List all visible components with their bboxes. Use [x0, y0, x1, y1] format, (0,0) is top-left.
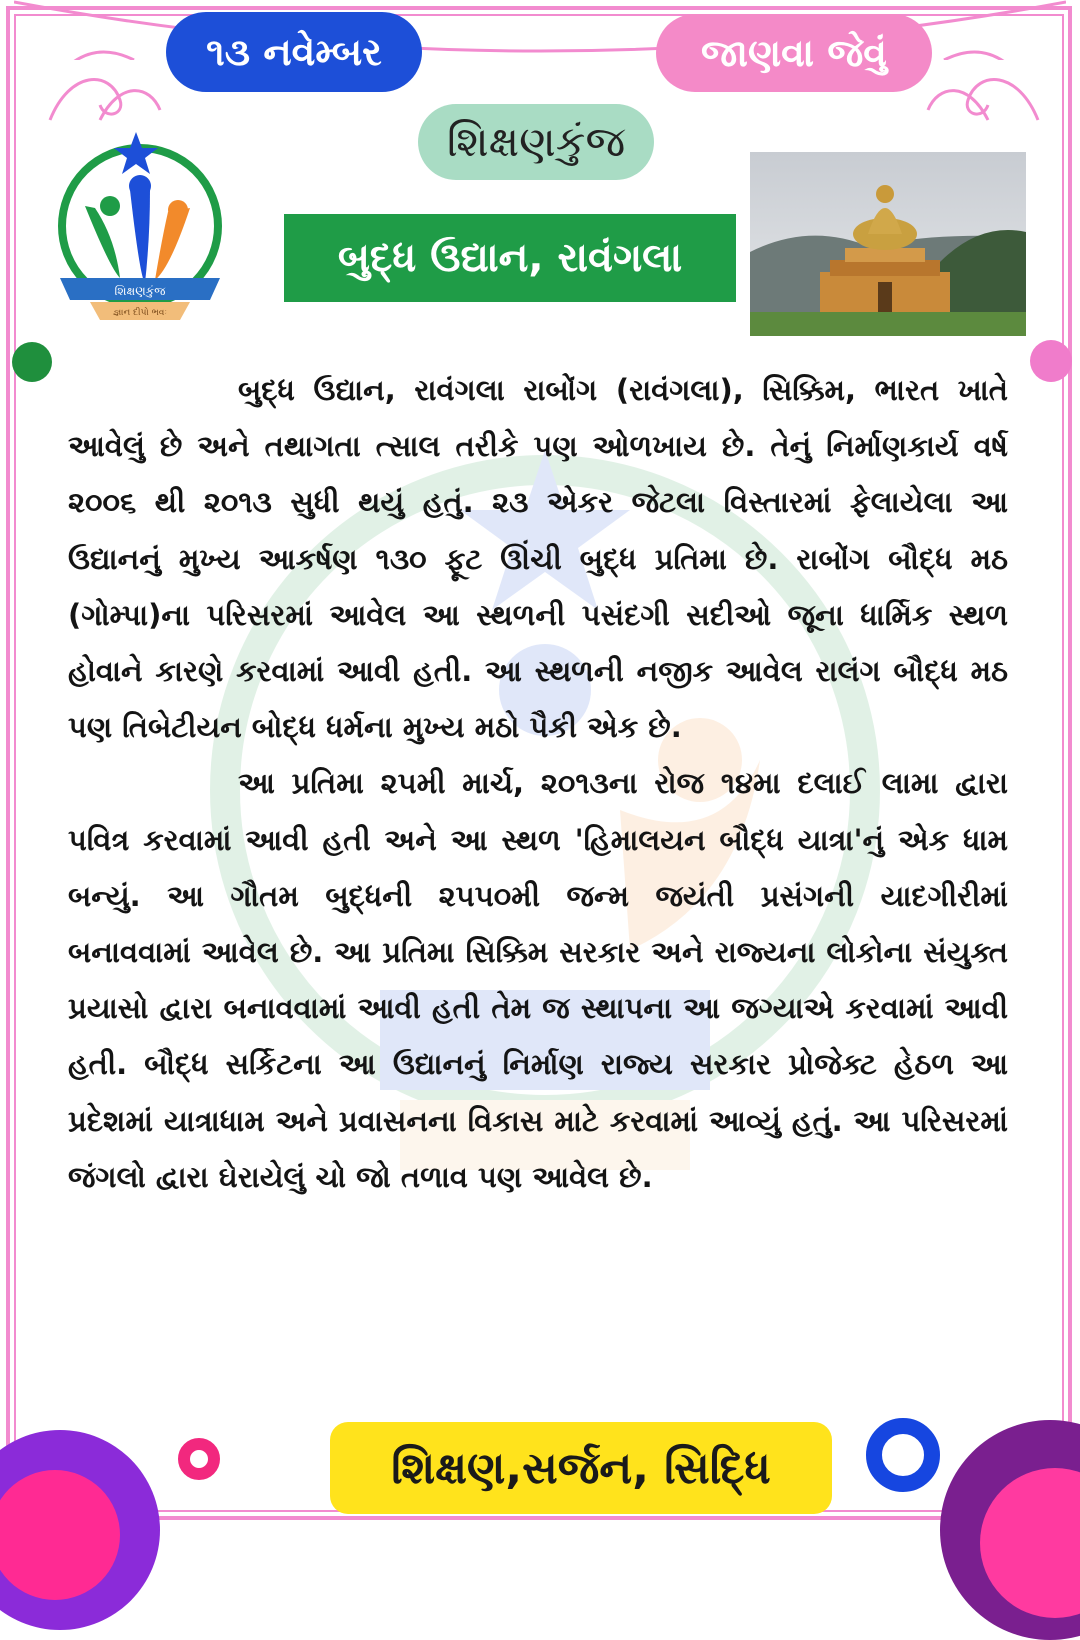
know-this-badge: જાણવા જેવું — [656, 14, 932, 92]
brand-name: શિક્ષણકુંજ — [418, 104, 654, 180]
article-body — [68, 362, 1008, 1205]
paragraph-1: બુદ્ધ ઉદ્યાન, રાવંગલા રાબોંગ (રાવંગલા), સિક્કિમ, ભારત ખાતે આવેલું છે અને તથાગતા ત્સાલ તરીકે પણ ઓળખાય છે. તેનું નિર્માણકાર્ય વર્ષ ૨૦૦૬ થી ૨૦૧૩ સુધી થયું હતું. ૨૩ એકર જેટલા વિસ્તારમાં ફેલાયેલા આ ઉદ્યાનનું મુખ્ય આકર્ષણ ૧૩૦ ફૂટ ઊંચી બુદ્ધ પ્રતિમા છે. રાબોંગ બૌદ્ધ મઠ (ગોમ્પા)ના પરિસરમાં આવેલ આ સ્થળની પસંદગી સદીઓ જૂના ધાર્મિક સ્થળ હોવાને કારણે કરવામાં આવી હતી. આ સ્થળની નજીક આવેલ રાલંગ બૌદ્ધ મઠ પણ તિબેટીયન બોદ્ધ ધર્મના મુખ્ય મઠો પૈકી એક છે. — [68, 373, 1008, 745]
blue-ring-decoration — [866, 1418, 940, 1492]
footer-slogan: શિક્ષણ,સર્જન, સિદ્ધિ — [330, 1422, 832, 1514]
pink-ring-decoration — [178, 1438, 220, 1480]
logo-motto: જ્ઞાન દીપો ભવઃ — [113, 308, 167, 318]
article-title: બુદ્ધ ઉદ્યાન, રાવંગલા — [284, 214, 736, 302]
pink-dot-decoration — [1030, 340, 1072, 382]
left-ornament — [40, 60, 170, 130]
buddha-statue-photo — [750, 152, 1026, 336]
green-dot-decoration — [12, 342, 52, 382]
logo-banner-text: શિક્ષણકુંજ — [114, 284, 166, 298]
shikshankunj-logo — [50, 128, 230, 328]
paragraph-2: આ પ્રતિમા ૨૫મી માર્ચ, ૨૦૧૩ના રોજ ૧૪મા દલાઈ લામા દ્વારા પવિત્ર કરવામાં આવી હતી અને આ સ્થળ 'હિમાલયન બૌદ્ધ યાત્રા'નું એક ધામ બન્યું. આ ગૌતમ બુદ્ધની ૨૫૫૦મી જન્મ જયંતી પ્રસંગની યાદગીરીમાં બનાવવામાં આવેલ છે. આ પ્રતિમા સિક્કિમ સરકાર અને રાજ્યના લોકોના સંયુક્ત પ્રયાસો દ્વારા બનાવવામાં આવી હતી તેમ જ સ્થાપના આ જગ્યાએ કરવામાં આવી હતી. બૌદ્ધ સર્કિટના આ ઉદ્યાનનું નિર્માણ રાજ્ય સરકાર પ્રોજેક્ટ હેઠળ આ પ્રદેશમાં યાત્રાધામ અને પ્રવાસનના વિકાસ માટે કરવામાં આવ્યું હતું. આ પરિસરમાં જંગલો દ્વારા ઘેરાયેલું ચો જો તળાવ પણ આવેલ છે. — [68, 766, 1008, 1194]
date-badge: ૧૩ નવેમ્બર — [166, 12, 422, 92]
right-ornament — [918, 60, 1048, 130]
